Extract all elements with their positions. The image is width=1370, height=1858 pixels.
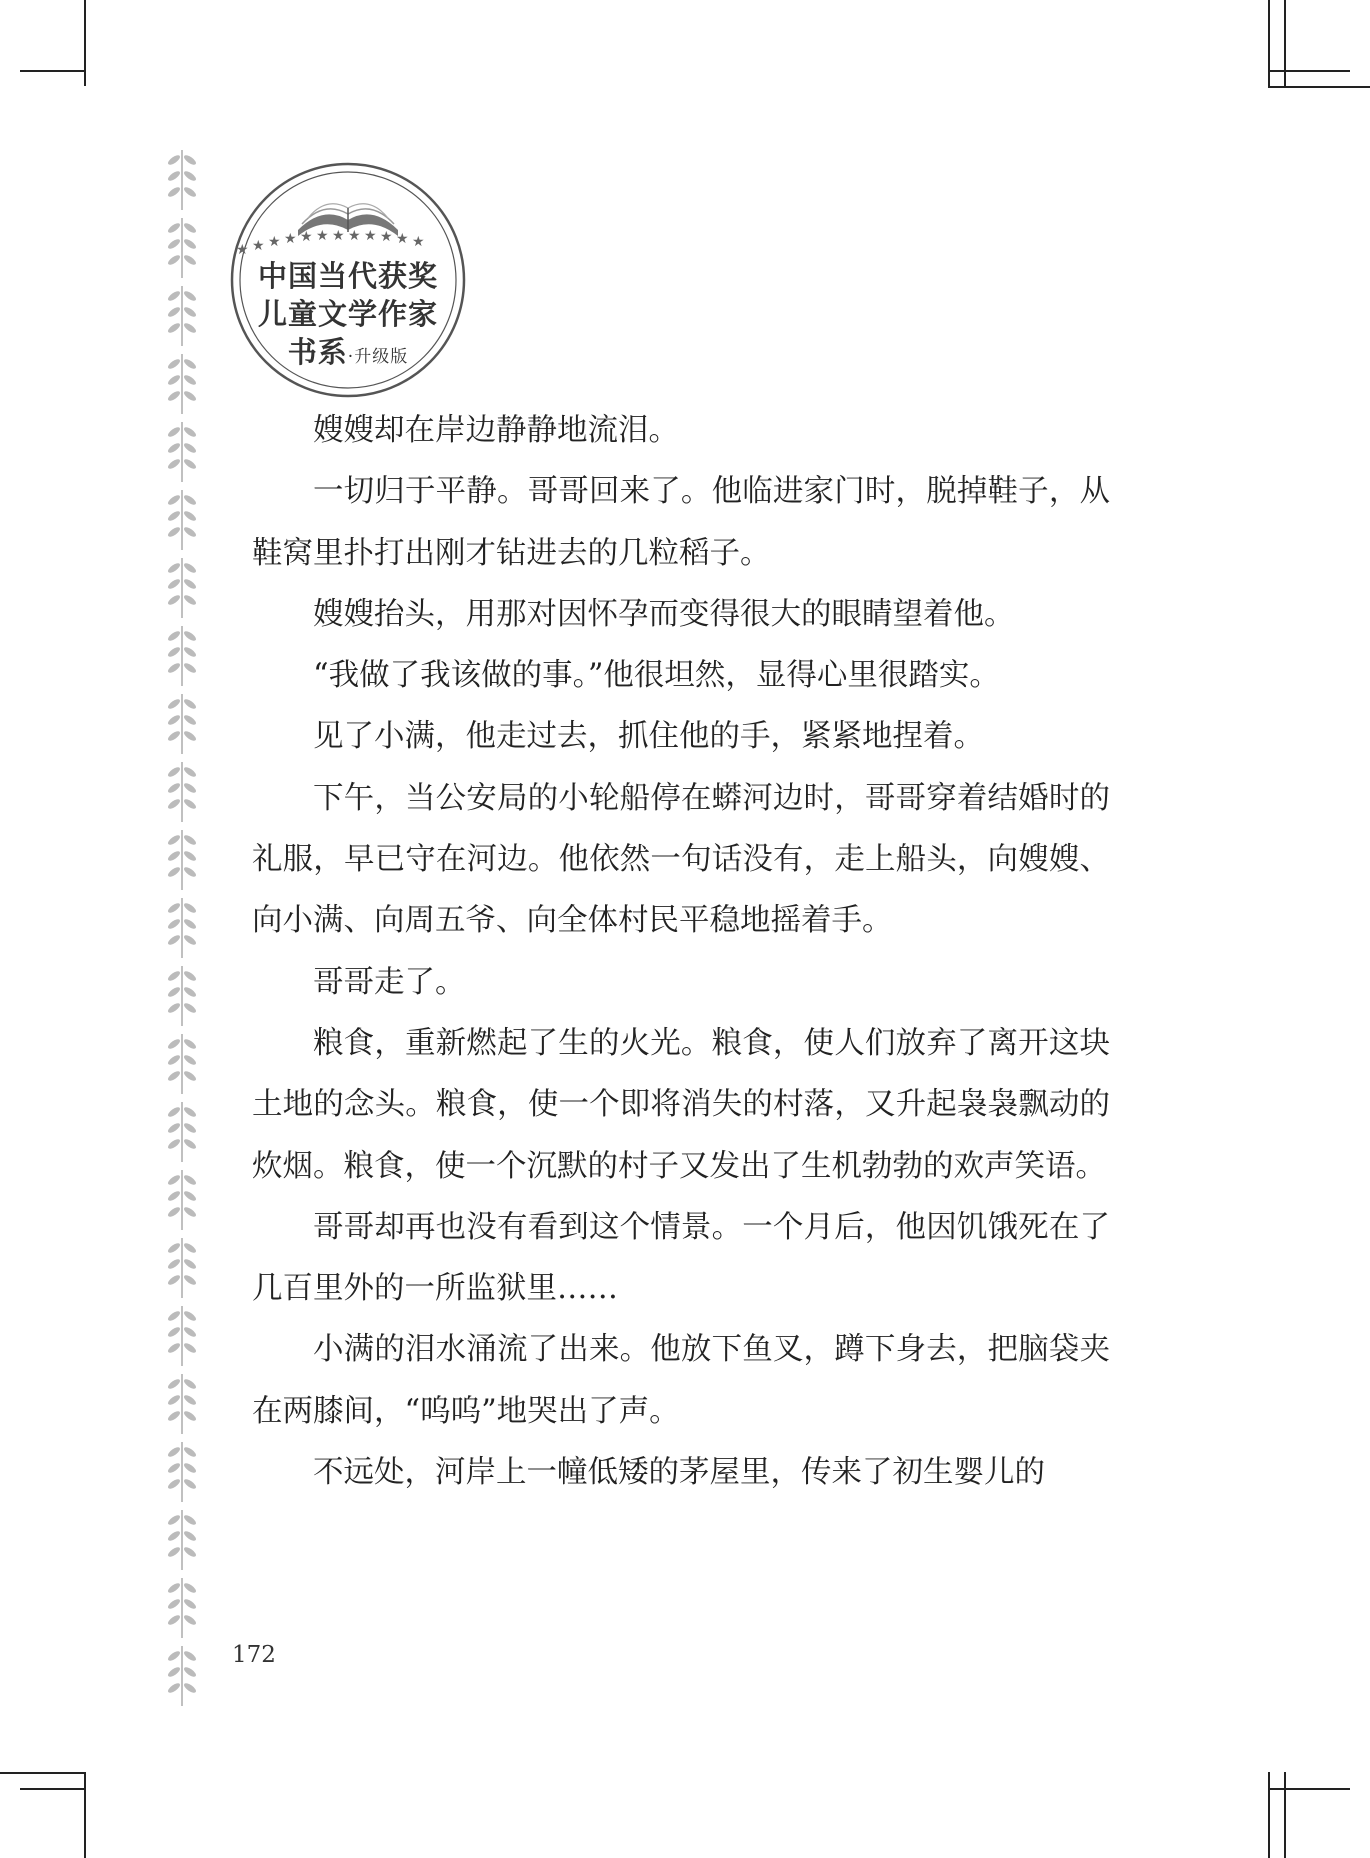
decorative-vine-border: [162, 150, 202, 1735]
vine-leaf-icon: [167, 218, 198, 278]
paragraph: 不远处，河岸上一幢低矮的茅屋里，传来了初生婴儿的: [313, 1455, 1045, 1491]
svg-text:★: ★: [364, 228, 377, 244]
vine-leaf-icon: [167, 1238, 198, 1298]
crop-mark-top-right-vertical: [1268, 0, 1270, 86]
vine-leaf-icon: [167, 830, 198, 890]
svg-text:★: ★: [316, 228, 329, 244]
vine-leaf-icon: [167, 626, 198, 686]
vine-leaf-icon: [167, 694, 198, 754]
crop-mark-bottom-left-vertical: [84, 1772, 86, 1858]
svg-text:★: ★: [300, 229, 313, 245]
seal-title-sub: ·升级版: [347, 347, 409, 367]
svg-text:★: ★: [252, 238, 265, 254]
crop-mark-bottom-left-horizontal-2: [20, 1788, 86, 1790]
vine-leaf-icon: [167, 1170, 198, 1230]
vine-leaf-icon: [167, 898, 198, 958]
vine-leaf-icon: [167, 1102, 198, 1162]
vine-leaf-icon: [167, 966, 198, 1026]
seal-title-line-3: [228, 330, 468, 371]
body-text: [252, 400, 1110, 1503]
svg-text:★: ★: [412, 234, 425, 250]
seal-title-line-1: 中国当代获奖: [257, 259, 438, 293]
svg-text:★: ★: [396, 231, 409, 247]
paragraph: 下午，当公安局的小轮船停在蟒河边时，哥哥穿着结婚时的礼服，早已守在河边。他依然一句话没有，走上船头，向嫂嫂、向小满、向周五爷、向全体村民平稳地摇着手。: [252, 780, 1110, 939]
vine-leaf-icon: [167, 762, 198, 822]
svg-text:★: ★: [380, 229, 393, 245]
crop-mark-top-left-vertical: [84, 0, 86, 86]
crop-mark-top-right-horizontal: [1268, 70, 1350, 72]
book-series-seal: [228, 160, 468, 400]
vine-leaf-icon: [167, 354, 198, 414]
paragraph: 见了小满，他走过去，抓住他的手，紧紧地捏着。: [313, 719, 984, 755]
svg-text:★: ★: [332, 228, 345, 244]
crop-mark-top-right-vertical-inner: [1284, 0, 1286, 86]
crop-mark-bottom-left-horizontal: [0, 1772, 86, 1774]
svg-text:★: ★: [348, 228, 361, 244]
vine-leaf-icon: [167, 558, 198, 618]
vine-leaf-icon: [167, 1510, 198, 1570]
vine-leaf-icon: [167, 1646, 198, 1706]
vine-leaf-icon: [167, 1034, 198, 1094]
crop-mark-bottom-right-vertical: [1268, 1772, 1270, 1858]
svg-text:★: ★: [236, 242, 249, 258]
paragraph: 小满的泪水涌流了出来。他放下鱼叉，蹲下身去，把脑袋夹在两膝间，“呜呜”地哭出了声。: [252, 1332, 1110, 1429]
page-number: 172: [232, 1642, 276, 1668]
vine-leaf-icon: [167, 286, 198, 346]
paragraph: 嫂嫂抬头，用那对因怀孕而变得很大的眼睛望着他。: [313, 596, 1015, 632]
crop-mark-top-left-horizontal: [20, 70, 86, 72]
vine-leaf-icon: [167, 490, 198, 550]
crop-mark-bottom-right-horizontal: [1268, 1788, 1350, 1790]
seal-title-line-2: 儿童文学作家: [257, 297, 438, 331]
paragraph: “我做了我该做的事。”他很坦然，显得心里很踏实。: [313, 658, 1000, 694]
vine-leaf-icon: [167, 150, 198, 210]
paragraph: 一切归于平静。哥哥回来了。他临进家门时，脱掉鞋子，从鞋窝里扑打出刚才钻进去的几粒稻子。: [252, 474, 1110, 571]
paragraph: 粮食，重新燃起了生的火光。粮食，使人们放弃了离开这块土地的念头。粮食，使一个即将消失的村落，又升起袅袅飘动的炊烟。粮食，使一个沉默的村子又发出了生机勃勃的欢声笑语。: [252, 1025, 1110, 1184]
vine-leaf-icon: [167, 1306, 198, 1366]
seal-title-main: 书系: [287, 335, 348, 369]
paragraph: 哥哥走了。: [313, 964, 466, 1000]
crop-mark-top-right-horizontal-2: [1268, 86, 1370, 88]
vine-leaf-icon: [167, 422, 198, 482]
paragraph: 嫂嫂却在岸边静静地流泪。: [313, 413, 679, 448]
vine-leaf-icon: [167, 1442, 198, 1502]
crop-mark-bottom-right-vertical-inner: [1284, 1772, 1286, 1858]
svg-text:★: ★: [284, 231, 297, 247]
vine-leaf-icon: [167, 1374, 198, 1434]
svg-text:★: ★: [268, 234, 281, 250]
vine-leaf-icon: [167, 1578, 198, 1638]
paragraph: 哥哥却再也没有看到这个情景。一个月后，他因饥饿死在了几百里外的一所监狱里……: [252, 1209, 1110, 1307]
